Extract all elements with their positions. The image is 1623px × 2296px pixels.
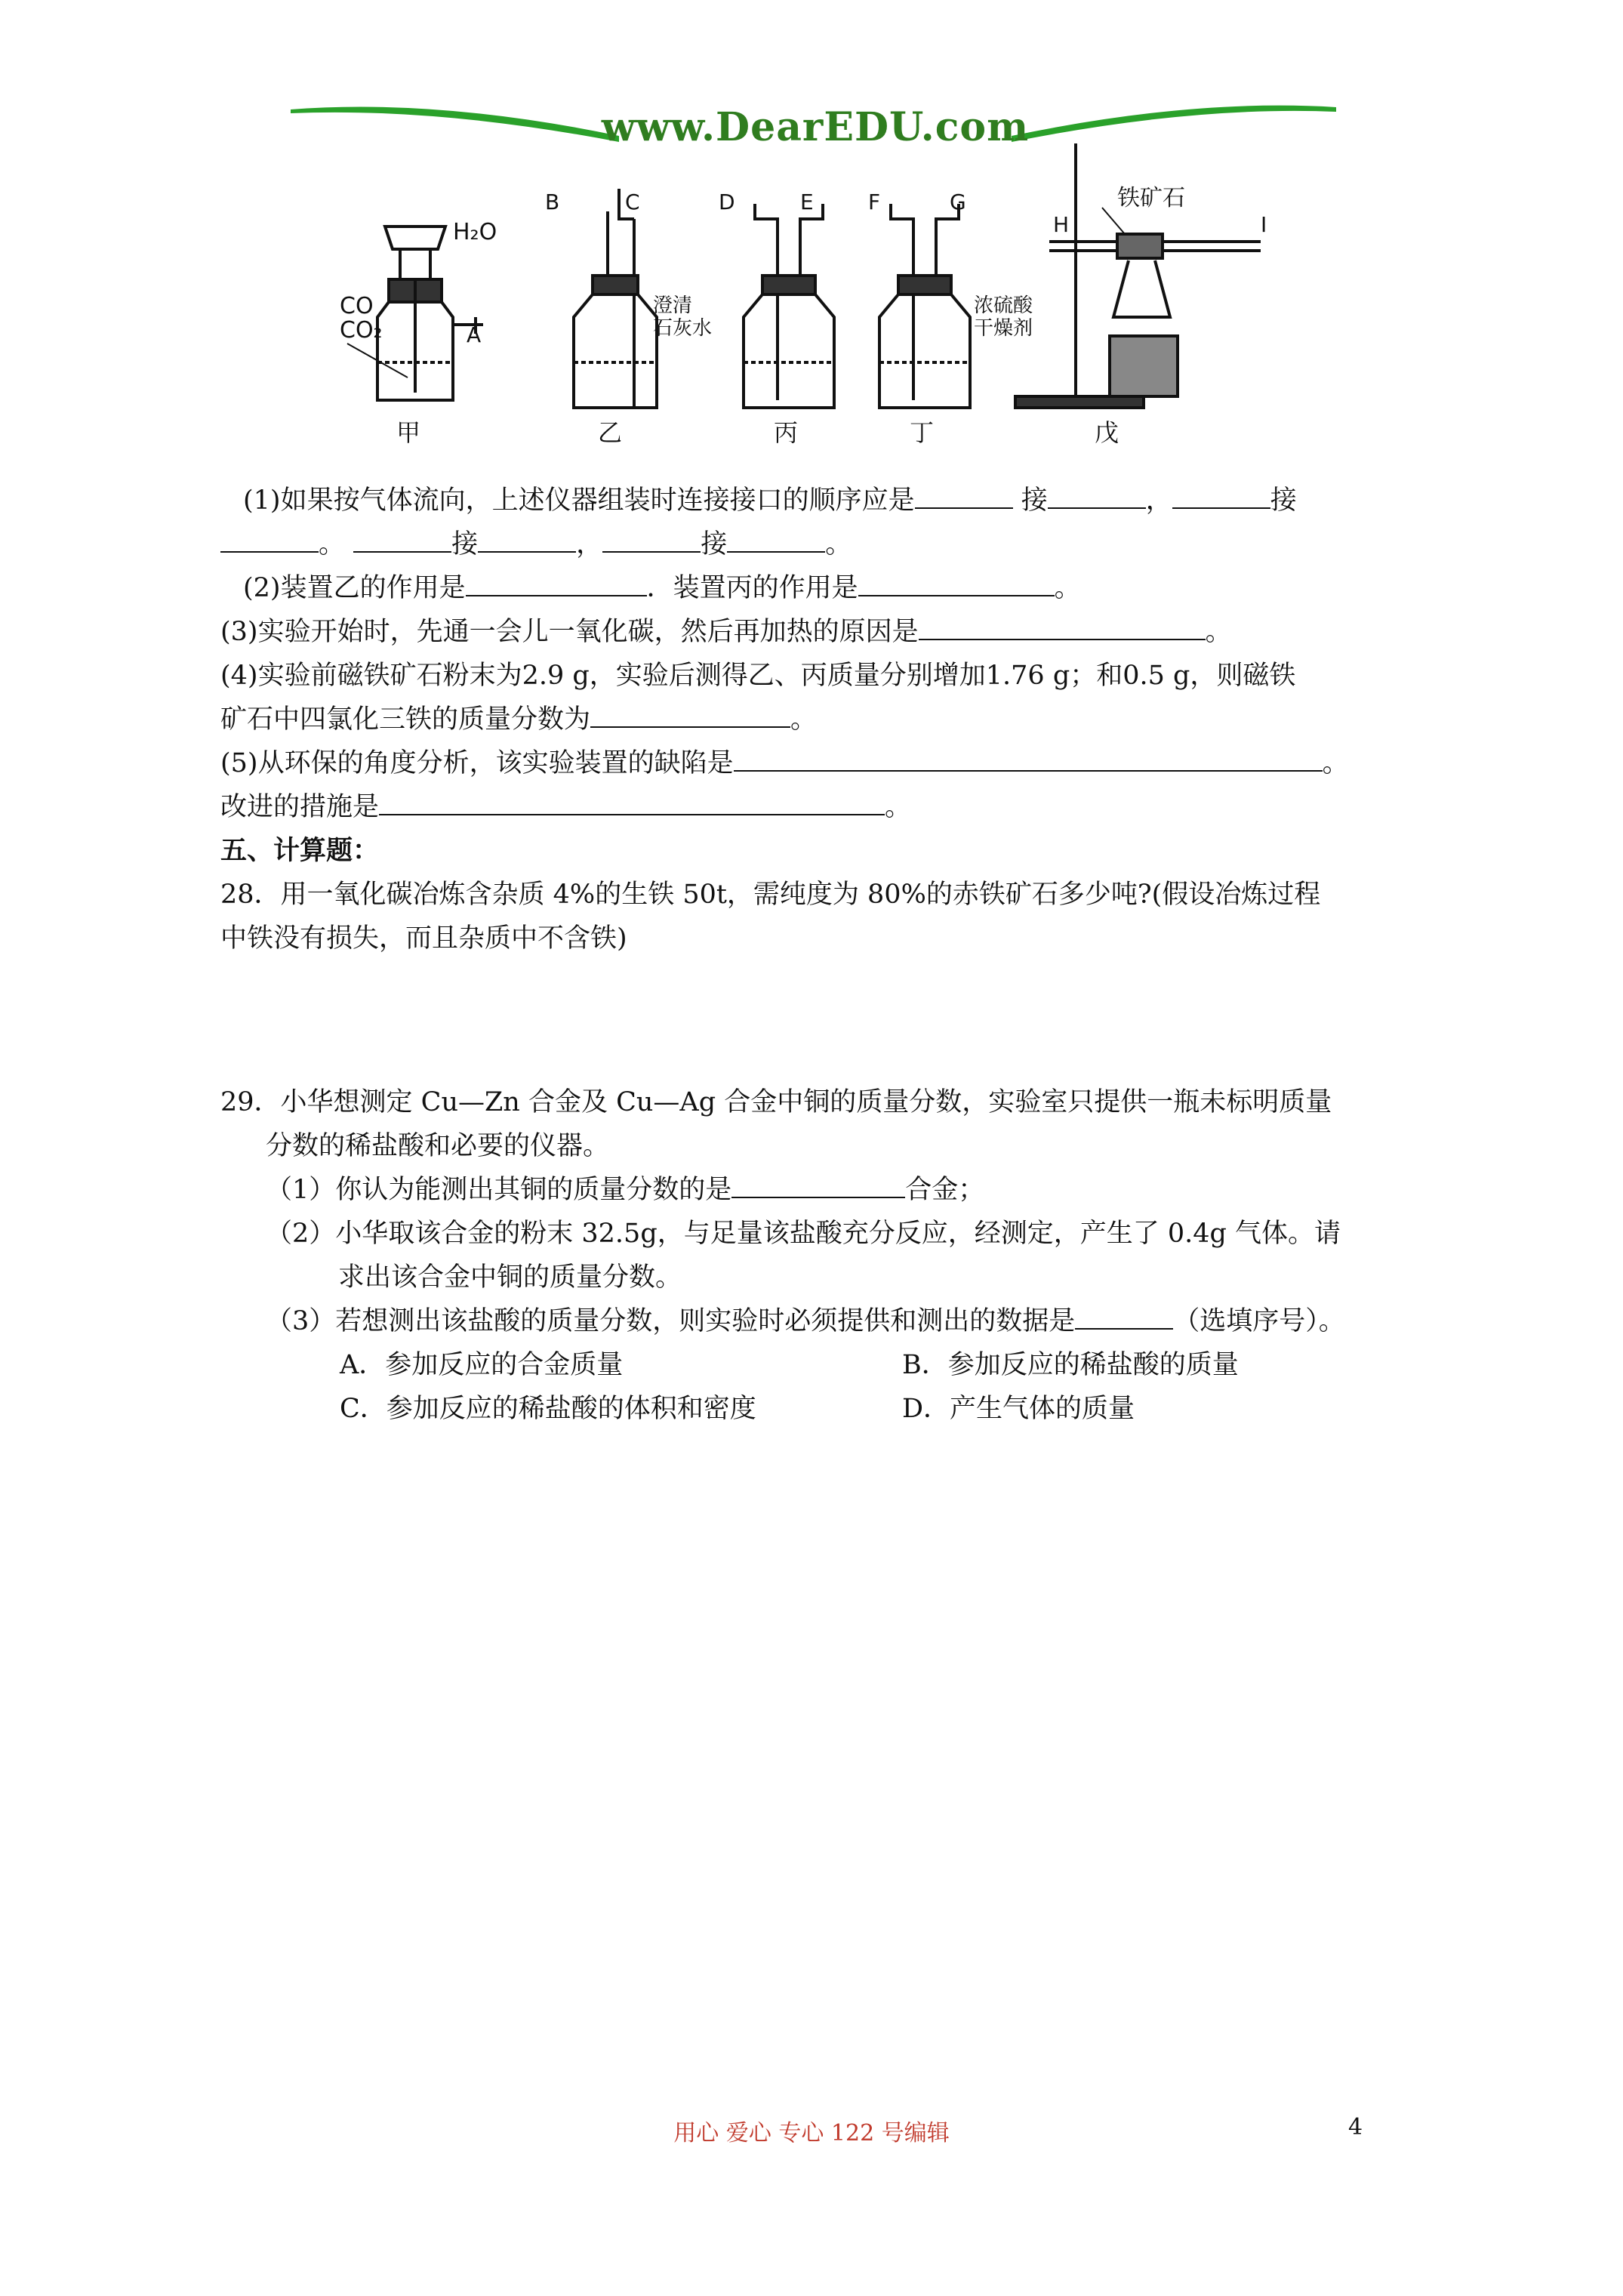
q27-part3: (3)实验开始时，先通一会儿一氧化碳，然后再加热的原因是 。	[220, 611, 1232, 653]
port-i-label: I	[1261, 212, 1267, 237]
q29-option-d: D．产生气体的质量	[902, 1394, 1135, 1424]
port-h-label: H	[1053, 212, 1070, 237]
label-jia: 甲	[396, 418, 421, 447]
apparatus-yi	[574, 189, 657, 408]
section-title: 五、计算题：	[220, 836, 380, 866]
q29-sub3: （3）若想测出该盐酸的质量分数，则实验时必须提供和测出的数据是 （选填序号）。	[266, 1300, 1345, 1342]
apparatus-bing	[744, 204, 834, 408]
q29-option-c: C．参加反应的稀盐酸的体积和密度	[340, 1394, 756, 1424]
page-number: 4	[1348, 2114, 1363, 2140]
q27-part1-line1: (1)如果按气体流向，上述仪器组装时连接接口的顺序应是 接 ， 接	[243, 479, 1297, 522]
port-e-label: E	[800, 190, 814, 214]
footer-text: 用心 爱心 专心 122 号编辑	[673, 2120, 950, 2147]
q29-option-a: A．参加反应的合金质量	[340, 1350, 624, 1380]
ore-label: 铁矿石	[1117, 185, 1185, 211]
port-c-label: C	[625, 190, 640, 214]
q27-part5-line2: 改进的措施是 。	[220, 786, 911, 828]
logo-text: www.DearEDU.com	[601, 104, 1030, 150]
q27-part4-line1: (4)实验前磁铁矿石粉末为2.9 g，实验后测得乙、丙质量分别增加1.76 g；和0.5 g，则磁铁	[220, 661, 1296, 691]
q27-part5-line1: (5)从环保的角度分析，该实验装置的缺陷是 。	[220, 742, 1349, 784]
port-b-label: B	[545, 190, 560, 214]
apparatus-diagram	[317, 136, 1283, 453]
q27-part1-line2: 。 接 ， 接 。	[220, 523, 852, 566]
water-label: H₂O	[453, 219, 497, 245]
limewater-label: 澄清 石灰水	[653, 294, 713, 340]
apparatus-ding	[879, 204, 970, 408]
label-yi: 乙	[598, 418, 623, 447]
gas-in-label: CO CO₂	[340, 293, 383, 344]
q29-line2: 分数的稀盐酸和必要的仪器。	[266, 1131, 610, 1161]
q29-line1: 29．小华想测定 Cu—Zn 合金及 Cu—Ag 合金中铜的质量分数，实验室只提供一瓶未标明质量	[220, 1087, 1332, 1117]
port-d-label: D	[719, 190, 735, 214]
q28-line2: 中铁没有损失，而且杂质中不含铁)	[220, 923, 627, 954]
q27-part4-line2: 矿石中四氯化三铁的质量分数为 。	[220, 698, 817, 741]
port-g-label: G	[950, 190, 966, 214]
q29-sub2-line1: （2）小华取该合金的粉末 32.5g，与足量该盐酸充分反应，经测定，产生了 0.4g 气体。请	[266, 1219, 1341, 1249]
q29-option-b: B．参加反应的稀盐酸的质量	[902, 1350, 1239, 1380]
q29-sub2-line2: 求出该合金中铜的质量分数。	[338, 1262, 682, 1293]
port-f-label: F	[868, 190, 881, 214]
q29-sub1: （1）你认为能测出其铜的质量分数的是 合金；	[266, 1169, 984, 1211]
label-wu: 戊	[1095, 418, 1119, 447]
q28-line1: 28．用一氧化碳冶炼含杂质 4%的生铁 50t，需纯度为 80%的赤铁矿石多少吨?(假设冶炼过程	[220, 880, 1321, 910]
label-bing: 丙	[774, 418, 799, 447]
q27-part2: (2)装置乙的作用是 ．装置丙的作用是 。	[243, 567, 1081, 609]
sulfuric-acid-label: 浓硫酸 干燥剂	[974, 294, 1033, 340]
port-a-label: A	[467, 322, 482, 347]
label-ding: 丁	[910, 418, 935, 447]
